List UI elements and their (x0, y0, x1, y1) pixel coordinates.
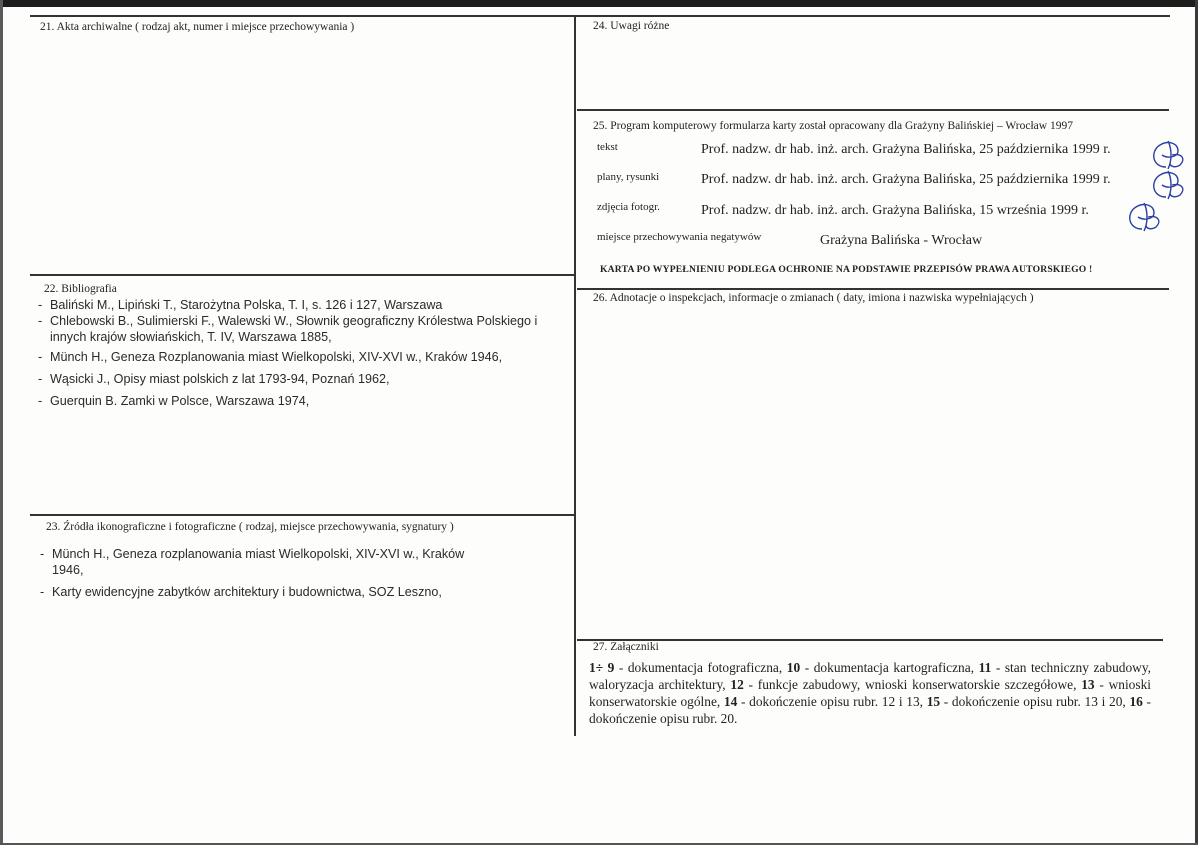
rule-21-22 (30, 274, 575, 276)
copyright-notice: KARTA PO WYPEŁNIENIU PODLEGA OCHRONIE NA PODSTAWIE PRZEPISÓW PRAWA AUTORSKIEGO ! (600, 264, 1093, 275)
photos-row-value: Prof. nadzw. dr hab. inż. arch. Grażyna Balińska, 15 września 1999 r. (701, 203, 1089, 218)
attachment-description: - dokumentacja kartograficzna, (800, 660, 979, 675)
attachments-text (589, 659, 1151, 727)
rule-25-26 (577, 288, 1169, 290)
attachment-description: - dokończenie opisu rubr. 13 i 20, (940, 694, 1130, 709)
list-item: - Karty ewidencyjne zabytków architektury i budownictwa, SOZ Leszno, (40, 584, 480, 600)
rule-26-27 (577, 639, 1163, 641)
attachment-number: 10 (786, 660, 801, 675)
section-24-title: 24. Uwagi różne (593, 20, 670, 32)
iconographic-sources-list (40, 546, 480, 600)
section-27-title: 27. Załączniki (593, 641, 659, 653)
list-item: - Wąsicki J., Opisy miast polskich z lat 1793-94, Poznań 1962, (38, 371, 558, 387)
attachment-description: - stan techniczny zabudowy, waloryzacja architektury, (589, 660, 1151, 692)
attachment-description: - dokończenie opisu rubr. 12 i 13, (737, 694, 927, 709)
list-item: - Guerquin B. Zamki w Polsce, Warszawa 1974, (38, 393, 558, 409)
list-item: - Baliński M., Lipiński T., Starożytna Polska, T. I, s. 126 i 127, Warszawa (38, 297, 558, 313)
attachment-number: 16 (1129, 694, 1143, 709)
list-item: - Münch H., Geneza Rozplanowania miast Wielkopolski, XIV-XVI w., Kraków 1946, (38, 349, 558, 365)
photos-row-label: zdjęcia fotogr. (597, 201, 660, 213)
attachment-number: 1÷ 9 (589, 660, 615, 675)
attachment-description: - wnioski konserwatorskie ogólne, (589, 677, 1151, 709)
attachment-number: 15 (926, 694, 941, 709)
section-21-title: 21. Akta archiwalne ( rodzaj akt, numer i miejsce przechowywania ) (40, 21, 355, 33)
signature-initials (1124, 199, 1164, 233)
center-divider (574, 15, 576, 736)
negatives-location-label: miejsce przechowywania negatywów (597, 231, 762, 243)
section-25-title: 25. Program komputerowy formularza karty został opracowany dla Grażyny Balińskiej – Wrocław 1997 (593, 120, 1073, 132)
section-23-title: 23. Źródła ikonograficzne i fotograficzne ( rodzaj, miejsce przechowywania, sygnatury ) (46, 521, 454, 533)
signature-initials (1148, 137, 1188, 171)
attachment-number: 13 (1081, 677, 1095, 692)
signature-initials (1148, 167, 1188, 201)
negatives-location-value: Grażyna Balińska - Wrocław (820, 233, 983, 248)
list-item: - Münch H., Geneza rozplanowania miast Wielkopolski, XIV-XVI w., Kraków 1946, (40, 546, 480, 578)
drawings-row-value: Prof. nadzw. dr hab. inż. arch. Grażyna Balińska, 25 października 1999 r. (701, 172, 1111, 187)
attachment-number: 14 (723, 694, 738, 709)
scan-edge-left (0, 0, 3, 845)
author-row-value: Prof. nadzw. dr hab. inż. arch. Grażyna Balińska, 25 października 1999 r. (701, 142, 1111, 157)
bibliography-list (38, 297, 558, 409)
attachment-description: - funkcje zabudowy, wnioski konserwatorskie szczegółowe, (743, 677, 1082, 692)
attachment-number: 12 (730, 677, 744, 692)
section-22-title: 22. Bibliografia (44, 283, 117, 295)
top-rule (30, 15, 1170, 17)
author-row-label: tekst (597, 141, 618, 153)
attachment-description: - dokumentacja fotograficzna, (614, 660, 787, 675)
rule-22-23 (30, 514, 575, 516)
attachment-number: 11 (978, 660, 992, 675)
list-item: - Chlebowski B., Sulimierski F., Walewski W., Słownik geograficzny Królestwa Polskiego i innych krajów słowiańskich, T. IV, Warszawa 1885, (38, 313, 558, 345)
attachment-description: - dokończenie opisu rubr. 20. (589, 694, 1151, 726)
scan-edge-top (0, 0, 1198, 7)
drawings-row-label: plany, rysunki (597, 171, 660, 183)
rule-24-25 (577, 109, 1169, 111)
section-26-title: 26. Adnotacje o inspekcjach, informacje o zmianach ( daty, imiona i nazwiska wypełniających ) (593, 292, 1034, 304)
